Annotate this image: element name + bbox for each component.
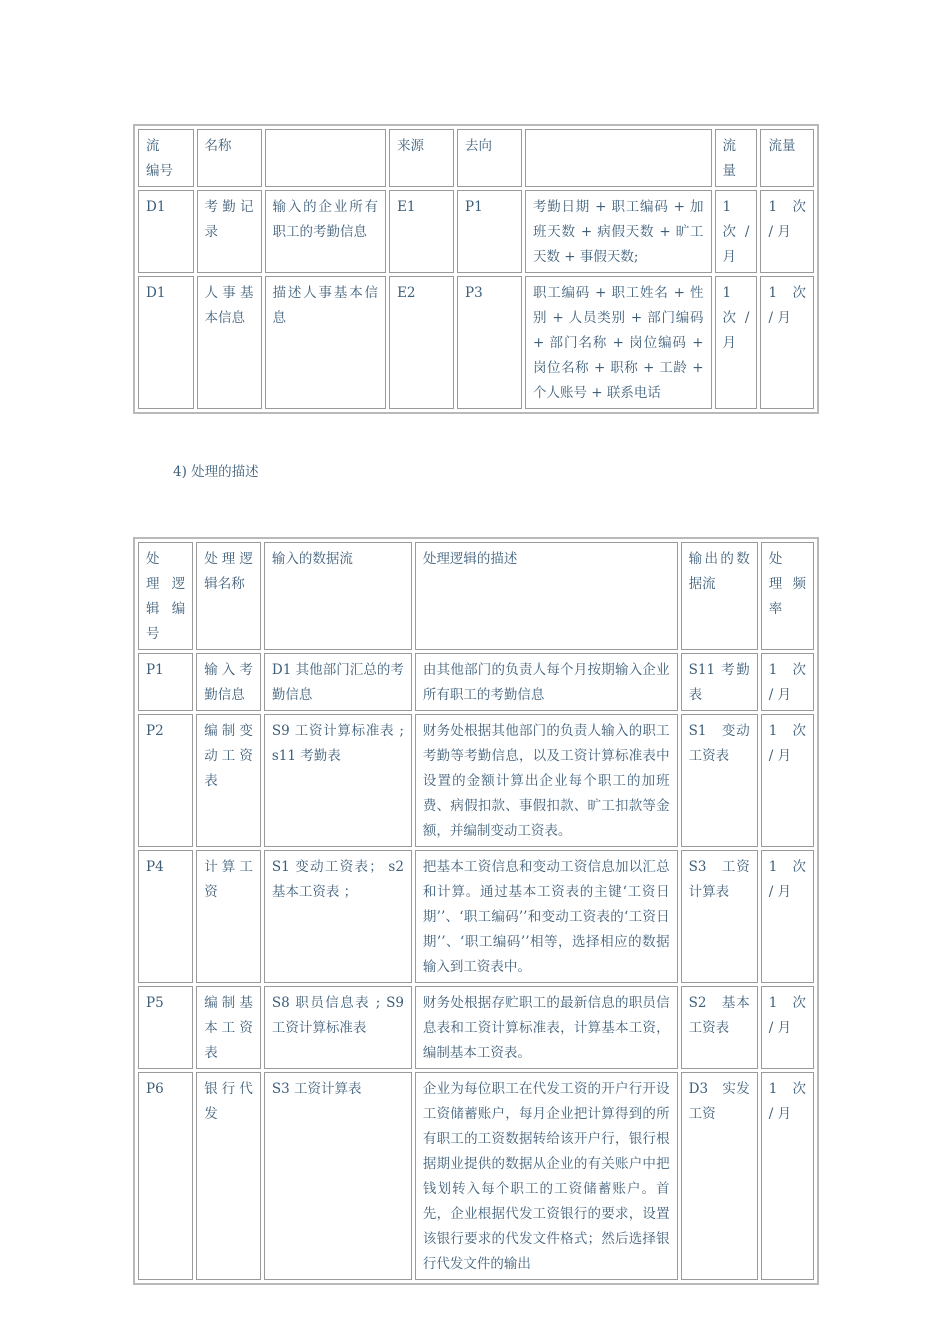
- header-cell: 去向: [457, 129, 522, 187]
- table-cell: 1 次 / 月: [761, 986, 814, 1069]
- table-cell: E2: [389, 276, 454, 409]
- process-description-table: [133, 537, 819, 1285]
- table-row: [138, 1072, 814, 1280]
- table-cell: 把基本工资信息和变动工资信息加以汇总和计算。通过基本工资表的主键‘工资日期’’、‘职工编码’’和变动工资表的‘工资日期’’、‘职工编码’’相等，选择相应的数据输入到工资表中。: [415, 850, 678, 983]
- header-cell: 流量: [715, 129, 758, 187]
- table-cell: P3: [457, 276, 522, 409]
- header-cell: 输出的数据流: [681, 542, 758, 650]
- table-cell: 1 次 / 月: [715, 190, 758, 273]
- table-cell: S1 变动工资表； s2 基本工资表 ；: [264, 850, 412, 983]
- header-cell: 流量: [760, 129, 814, 187]
- table-cell: S1 变动工资表: [681, 714, 758, 847]
- header-cell: 处理逻辑名称: [196, 542, 261, 650]
- table-cell: E1: [389, 190, 454, 273]
- table-cell: S8 职员信息表 ; S9 工资计算标准表: [264, 986, 412, 1069]
- table-cell: 计算工资: [196, 850, 261, 983]
- table-cell: 财务处根据其他部门的负责人输入的职工考勤等考勤信息，以及工资计算标准表中设置的金额计算出企业每个职工的加班费、病假扣款、事假扣款、旷工扣款等金额，并编制变动工资表。: [415, 714, 678, 847]
- table-cell: 输入考勤信息: [196, 653, 261, 711]
- table-cell: 1 次 / 月: [761, 714, 814, 847]
- table-cell: S11 考勤表: [681, 653, 758, 711]
- table-cell: 1 次 / 月: [760, 190, 814, 273]
- table-row: [138, 190, 814, 273]
- table-cell: 银行代发: [196, 1072, 261, 1280]
- table-cell: 描述人事基本信息: [265, 276, 387, 409]
- table-header-row: [138, 542, 814, 650]
- table-cell: D3 实发工资: [681, 1072, 758, 1280]
- table-cell: 考勤记录: [197, 190, 262, 273]
- table-cell: 财务处根据存贮职工的最新信息的职员信息表和工资计算标准表，计算基本工资，编制基本工资表。: [415, 986, 678, 1069]
- table-cell: P6: [138, 1072, 193, 1280]
- header-cell: [525, 129, 712, 187]
- table-cell: D1: [138, 190, 194, 273]
- table-cell: P1: [457, 190, 522, 273]
- table-row: [138, 986, 814, 1069]
- table-cell: 由其他部门的负责人每个月按期输入企业所有职工的考勤信息: [415, 653, 678, 711]
- data-flow-table: [133, 124, 819, 414]
- header-cell: 流 编号: [138, 129, 194, 187]
- table-row: [138, 653, 814, 711]
- table-cell: 人事基本信息: [197, 276, 262, 409]
- table-cell: 1 次 / 月: [760, 276, 814, 409]
- table-cell: 编制变动工资表: [196, 714, 261, 847]
- header-cell: [265, 129, 387, 187]
- table-cell: 企业为每位职工在代发工资的开户行开设工资储蓄账户，每月企业把计算得到的所有职工的工资数据转给该开户行，银行根据期业提供的数据从企业的有关账户中把钱划转入每个职工的工资储蓄账户。首先，企业根据代发工资银行的要求，设置该银行要求的代发文件格式；然后选择银行代发文件的输出: [415, 1072, 678, 1280]
- table-cell: 输入的企业所有职工的考勤信息: [265, 190, 387, 273]
- table-cell: 考勤日期 + 职工编码 + 加班天数 + 病假天数 + 旷工天数 + 事假天数;: [525, 190, 712, 273]
- table-cell: 编制基本工资表: [196, 986, 261, 1069]
- table-cell: P5: [138, 986, 193, 1069]
- header-cell: 处 理逻 辑编号: [138, 542, 193, 650]
- table-cell: P4: [138, 850, 193, 983]
- table-cell: P2: [138, 714, 193, 847]
- table-header-row: [138, 129, 814, 187]
- table-cell: P1: [138, 653, 193, 711]
- table-cell: 1 次 / 月: [715, 276, 758, 409]
- table-row: [138, 850, 814, 983]
- table-cell: S3 工资计算表: [681, 850, 758, 983]
- table-cell: D1 其他部门汇总的考勤信息: [264, 653, 412, 711]
- table-cell: S9 工资计算标准表 ;s11 考勤表: [264, 714, 412, 847]
- table-cell: D1: [138, 276, 194, 409]
- table-row: [138, 714, 814, 847]
- table-row: [138, 276, 814, 409]
- table-cell: 1 次 / 月: [761, 850, 814, 983]
- header-cell: 输入的数据流: [264, 542, 412, 650]
- header-cell: 名称: [197, 129, 262, 187]
- table-cell: 1 次 / 月: [761, 1072, 814, 1280]
- table-cell: 1 次 / 月: [761, 653, 814, 711]
- table-cell: 职工编码 + 职工姓名 + 性别 + 人员类别 + 部门编码 + 部门名称 + 岗位编码 + 岗位名称 + 职称 + 工龄 + 个人账号 + 联系电话: [525, 276, 712, 409]
- section-heading: 4) 处理的描述: [173, 464, 259, 480]
- table-cell: S3 工资计算表: [264, 1072, 412, 1280]
- header-cell: 处理逻辑的描述: [415, 542, 678, 650]
- table-cell: S2 基本工资表: [681, 986, 758, 1069]
- header-cell: 处 理频率: [761, 542, 814, 650]
- header-cell: 来源: [389, 129, 454, 187]
